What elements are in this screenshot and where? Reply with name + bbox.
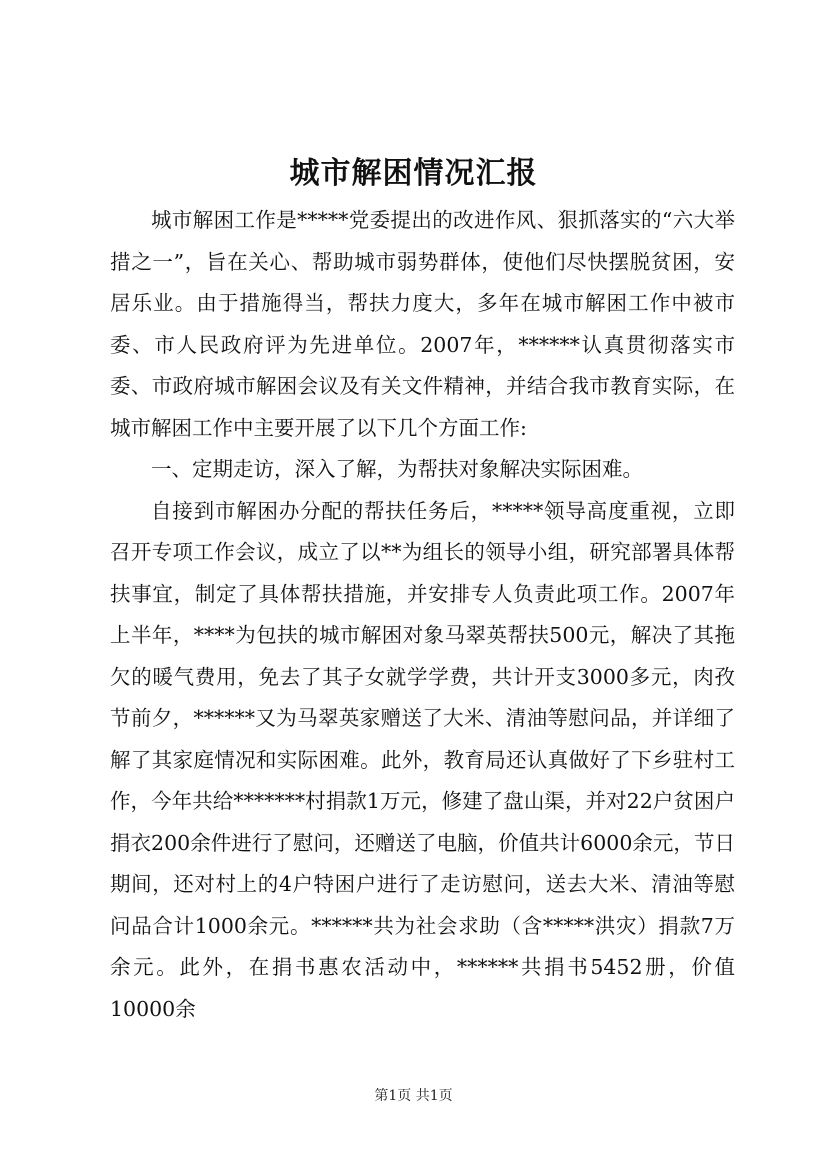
section-heading-1: 一、定期走访，深入了解，为帮扶对象解决实际困难。 bbox=[151, 457, 643, 481]
document-body bbox=[110, 200, 735, 1030]
page-footer: 第1页 共1页 bbox=[374, 1088, 453, 1104]
document-title: 城市解困情况汇报 bbox=[289, 156, 538, 191]
paragraph-intro: 城市解困工作是*****党委提出的改进作风、狠抓落实的“六大举措之一”，旨在关心、帮助城市弱势群体，使他们尽快摆脱贫困，安居乐业。由于措施得当，帮扶力度大，多年在城市解困工作中被市委、市人民政府评为先进单位。2007年，******认真贯彻落实市委、市政府城市解困会议及有关文件精神，并结合我市教育实际，在城市解困工作中主要开展了以下几个方面工作: bbox=[110, 208, 735, 440]
paragraph-section-1: 自接到市解困办分配的帮扶任务后，*****领导高度重视，立即召开专项工作会议，成立了以**为组长的领导小组，研究部署具体帮扶事宜，制定了具体帮扶措施，并安排专人负责此项工作。2007年上半年，****为包扶的城市解困对象马翠英帮扶500元，解决了其拖欠的暖气费用，免去了其子女就学学费，共计开支3000多元，肉孜节前夕，******又为马翠英家赠送了大米、清油等慰问品，并详细了解了其家庭情况和实际困难。此外，教育局还认真做好了下乡驻村工作，今年共给*******村捐款1万元，修建了盘山渠，并对22户贫困户捐衣200余件进行了慰问，还赠送了电脑，价值共计6000余元，节日期间，还对村上的4户特困户进行了走访慰问，送去大米、清油等慰问品合计1000余元。******共为社会求助（含*****洪灾）捐款7万余元。此外，在捐书惠农活动中，******共捐书5452册，价值10000余 bbox=[110, 498, 735, 1021]
